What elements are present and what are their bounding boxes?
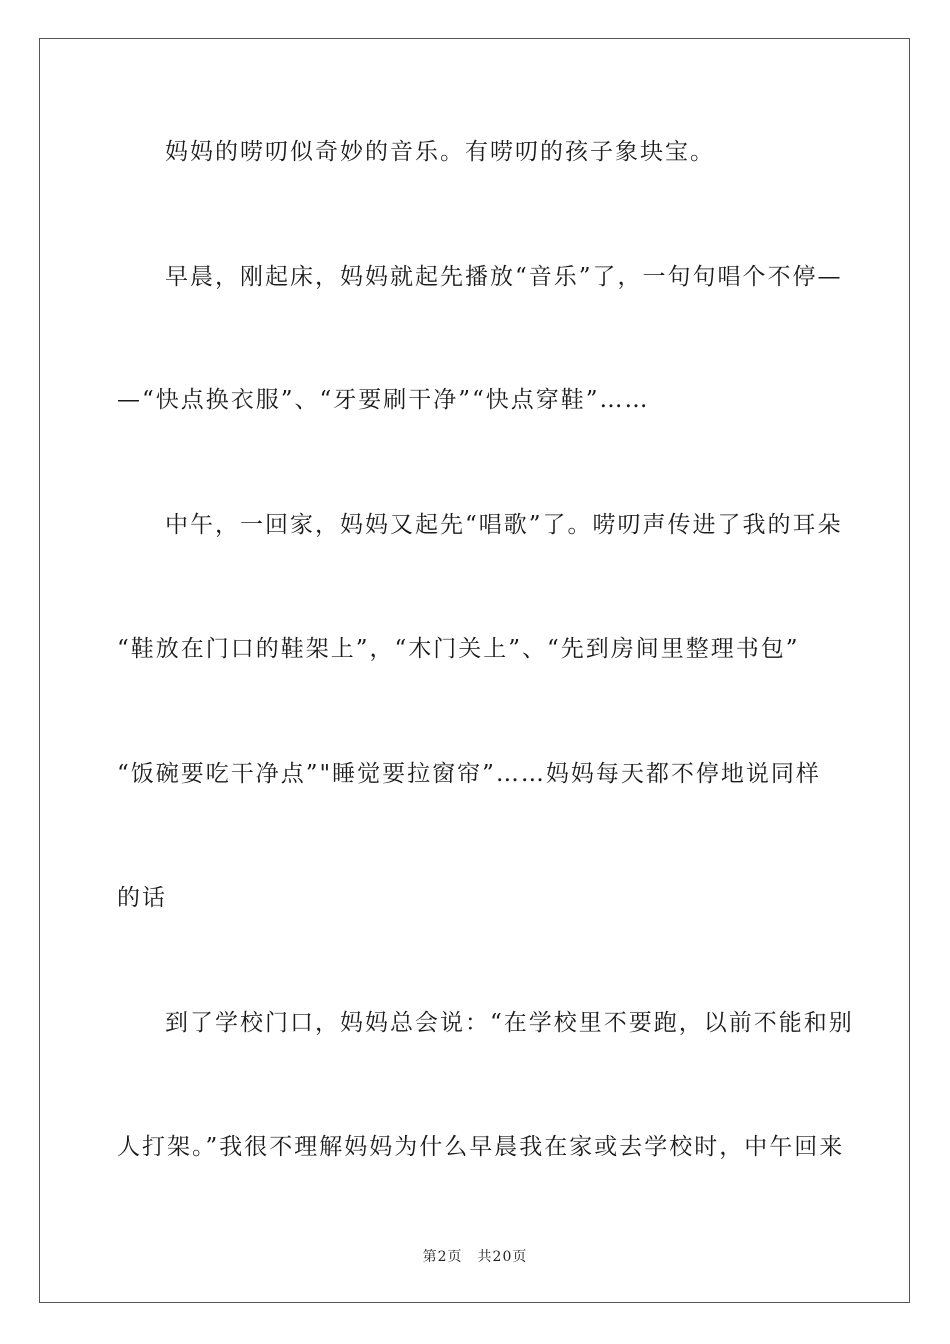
paragraph-line: 早晨，刚起床，妈妈就起先播放“音乐”了，一句句唱个不停— [165, 264, 843, 290]
paragraph-line: “饭碗要吃干净点”"睡觉要拉窗帘”……妈妈每天都不停地说同样 [117, 761, 821, 787]
paragraph-line: 妈妈的唠叨似奇妙的音乐。有唠叨的孩子象块宝。 [165, 139, 715, 165]
paragraph-line: “鞋放在门口的鞋架上”，“木门关上”、“先到房间里整理书包” [117, 636, 800, 662]
paragraph-line: 到了学校门口，妈妈总会说：“在学校里不要跑，以前不能和别 [165, 1010, 854, 1036]
paragraph-line: 人打架。”我很不理解妈妈为什么早晨我在家或去学校时，中午回来 [117, 1134, 845, 1160]
paragraph-line: 的话 [117, 885, 167, 911]
paragraph-line: 中午，一回家，妈妈又起先“唱歌”了。唠叨声传进了我的耳朵 [165, 512, 843, 538]
page-border [39, 38, 910, 1303]
page-number-footer: 第2页 共20页 [422, 1249, 528, 1265]
paragraph-line: —“快点换衣服”、“牙要刷干净”“快点穿鞋”…… [117, 387, 650, 413]
